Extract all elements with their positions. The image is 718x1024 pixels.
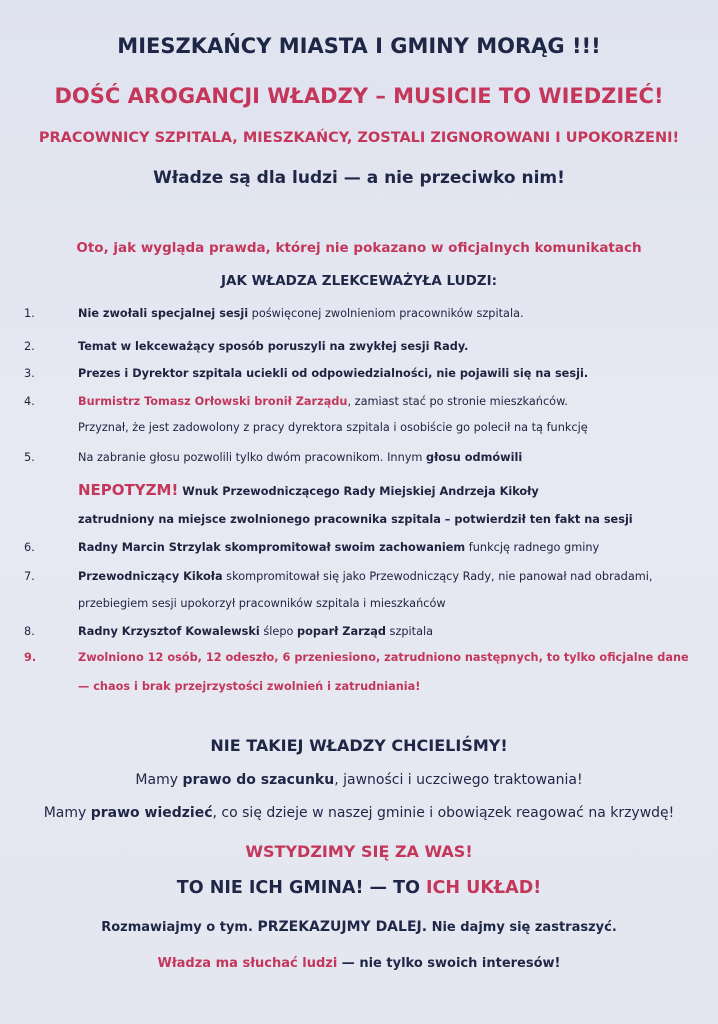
leaflet-subtitle: DOŚĆ AROGANCJI WŁADZY – MUSICIE TO WIEDZIEĆ! — [54, 84, 664, 108]
list-item-text: szpitala — [385, 625, 434, 638]
truth-intro-line: Oto, jak wygląda prawda, której nie pokazano w oficjalnych komunikatach — [76, 240, 642, 256]
pass-it-on-line — [0, 919, 718, 935]
not-their-commune-heading — [0, 878, 718, 898]
shame-heading: WSTYDZIMY SIĘ ZA WAS! — [245, 842, 473, 861]
text-part: Nie dajmy się zastraszyć. — [427, 920, 617, 935]
respect-right-line — [0, 772, 718, 788]
list-heading: JAK WŁADZA ZLEKCEWAŻYŁA LUDZI: — [221, 273, 497, 289]
employees-ignored-line: PRACOWNICY SZPITALA, MIESZKAŃCY, ZOSTALI ZIGNOROWANI I UPOKORZENI! — [38, 130, 680, 146]
list-number: 4. — [24, 395, 35, 408]
list-number: 7. — [24, 570, 35, 583]
list-number: 3. — [24, 367, 35, 380]
list-item-bold: Radny Krzysztof Kowalewski — [78, 625, 260, 638]
list-item-bold: Wnuk Przewodniczącego Rady Miejskiej Andrzeja Kikoły — [178, 485, 539, 498]
list-item-text: Przyznał, że jest zadowolony z pracy dyrektora szpitala i osobiście go polecił na tą funkcję — [78, 421, 588, 434]
text-part-red: Władza ma słuchać ludzi — [157, 956, 338, 971]
list-item-text: funkcję radnego gminy — [465, 541, 600, 554]
listen-to-people-line — [0, 956, 718, 971]
text-part-emphasis: PRZEKAZUJMY DALEJ. — [257, 919, 428, 935]
list-number: 2. — [24, 340, 35, 353]
list-item-text: Zwolniono 12 osób, 12 odeszło, 6 przeniesiono, zatrudniono następnych, to tylko oficjalne dane — [78, 651, 689, 664]
nepotism-label: NEPOTYZM! — [78, 481, 179, 499]
list-item-bold: Radny Marcin Strzylak skompromitował swoim zachowaniem — [78, 541, 466, 554]
text-part: Rozmawiajmy o tym. — [101, 920, 258, 935]
text-part-red: ICH UKŁAD! — [426, 878, 542, 898]
list-item-text: , zamiast stać po stronie mieszkańców. — [347, 395, 568, 408]
text-part-bold: prawo wiedzieć — [90, 805, 213, 821]
list-item-text: poświęconej zwolnieniom pracowników szpitala. — [248, 307, 524, 320]
list-number: 9. — [24, 651, 37, 664]
text-part: Mamy — [43, 805, 91, 821]
list-number: 1. — [24, 307, 35, 320]
text-part: Mamy — [135, 772, 183, 788]
list-item-bold: głosu odmówili — [426, 451, 523, 464]
list-item-bold: poparł Zarząd — [297, 625, 386, 638]
not-such-authority-heading: NIE TAKIEJ WŁADZY CHCIELIŚMY! — [210, 736, 508, 755]
text-part: TO NIE ICH GMINA! — TO — [176, 878, 427, 898]
list-item-text: ślepo — [259, 625, 298, 638]
list-number: 8. — [24, 625, 35, 638]
authorities-for-people-line: Władze są dla ludzi — a nie przeciwko nim! — [153, 168, 565, 188]
list-number: 5. — [24, 451, 35, 464]
leaflet-title: MIESZKAŃCY MIASTA I GMINY MORĄG !!! — [117, 34, 601, 58]
text-part: , jawności i uczciwego traktowania! — [334, 772, 583, 788]
text-part-bold: prawo do szacunku — [182, 772, 335, 788]
text-part: — nie tylko swoich interesów! — [337, 956, 561, 971]
list-number: 6. — [24, 541, 35, 554]
list-item-text: przebiegiem sesji upokorzył pracowników szpitala i mieszkańców — [78, 597, 446, 610]
list-item-bold: Przewodniczący Kikoła — [78, 570, 223, 583]
list-item-bold: Burmistrz Tomasz Orłowski bronił Zarządu — [78, 395, 348, 408]
list-item-bold: Nie zwołali specjalnej sesji — [78, 307, 249, 320]
list-item-text: Na zabranie głosu pozwolili tylko dwóm pracownikom. Innym — [78, 451, 427, 464]
right-to-know-line — [0, 805, 718, 821]
list-item-bold: zatrudniony na miejsce zwolnionego pracownika szpitala – potwierdził ten fakt na sesji — [78, 513, 633, 526]
list-item-bold: Temat w lekceważący sposób poruszyli na zwykłej sesji Rady. — [78, 340, 469, 353]
text-part: , co się dzieje w naszej gminie i obowiązek reagować na krzywdę! — [212, 805, 675, 821]
list-item-text: skompromitował się jako Przewodniczący Rady, nie panował nad obradami, — [222, 570, 653, 583]
list-item-bold: Prezes i Dyrektor szpitala uciekli od odpowiedzialności, nie pojawili się na sesji. — [78, 367, 589, 380]
list-item-text: — chaos i brak przejrzystości zwolnień i zatrudniania! — [78, 680, 421, 693]
